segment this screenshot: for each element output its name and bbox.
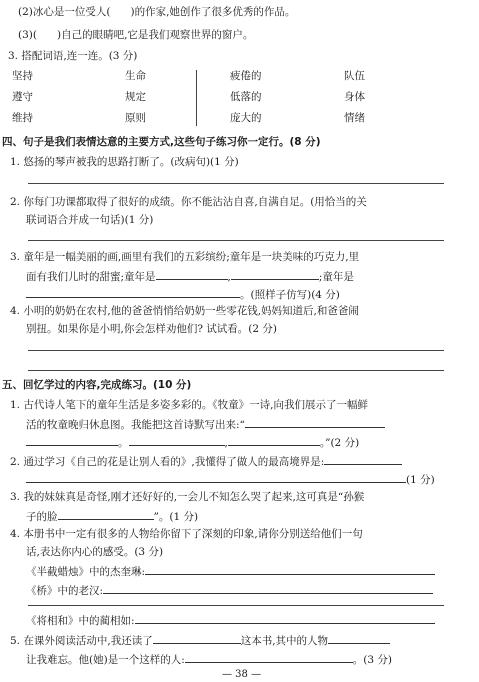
q2-text-b: )的作家,她创作了很多优秀的作品。 [130, 6, 296, 18]
answer-blank[interactable] [26, 471, 406, 483]
q3-text-a: (3)( [18, 29, 37, 41]
sec5-q2-line2 [26, 471, 435, 487]
match-word[interactable]: 生命 [125, 70, 146, 82]
page-number: — 38 — [222, 669, 262, 680]
sec4-q3-line3 [26, 286, 340, 302]
q5-text: 让我难忘。他(她)是一个这样的人: [26, 654, 185, 666]
answer-blank[interactable] [231, 268, 319, 280]
match-column-1 [12, 69, 33, 132]
answer-line[interactable] [28, 605, 444, 606]
sec4-q2-line1: 2. 你每门功课都取得了很好的成绩。你不能沾沾自喜,自满自足。(用恰当的关 [10, 196, 367, 208]
sec5-q4-line2: 话,表达你内心的感受。(3 分) [26, 546, 164, 558]
column-divider [196, 70, 197, 126]
answer-blank[interactable] [324, 453, 402, 465]
q2-text: 2. 通过学习《自己的花是让别人看的》,我懂得了做人的最高境界是: [10, 456, 325, 468]
q4-text: 《桥》中的老汉: [26, 585, 104, 597]
sec5-q4-jacqueline [26, 563, 435, 579]
match-word[interactable]: 原则 [125, 112, 146, 124]
q3-text-b: )自己的眼睛吧,它是我们观察世界的窗户。 [56, 29, 254, 41]
match-word[interactable]: 维持 [12, 112, 33, 124]
q5-text: 这本书,其中的人物 [240, 635, 329, 647]
sec4-q4-line2: 别扭。如果你是小明,你会怎样劝他们? 试试看。(2 分) [26, 323, 278, 335]
q4-text: 《将相和》中的蔺相如: [26, 615, 135, 627]
match-word[interactable]: 队伍 [344, 70, 365, 82]
sec4-q4-line1: 4. 小明的奶奶在农村,他的爸爸悄悄给奶奶一些零花钱,妈妈知道后,和爸爸闹 [10, 305, 359, 317]
q2-text: (1 分) [406, 474, 435, 486]
answer-blank[interactable] [26, 286, 240, 298]
q1-text: 。”(2 分) [319, 437, 360, 449]
q3-text: ;童年是 [318, 271, 354, 283]
answer-blank[interactable] [156, 268, 228, 280]
sec5-q1-line2 [26, 416, 385, 432]
sec4-q1: 1. 悠扬的琴声被我的思路打断了。(改病句)(1 分) [10, 156, 239, 168]
match-column-2 [125, 69, 146, 132]
section-5-title: 五、回忆学过的内容,完成练习。(10 分) [2, 379, 192, 391]
match-word[interactable]: 情绪 [344, 112, 365, 124]
match-word[interactable]: 身体 [344, 91, 365, 103]
sec4-q3-line1: 3. 童年是一幅美丽的画,画里有我们的五彩缤纷;童年是一块美味的巧克力,里 [10, 251, 360, 263]
answer-blank[interactable] [135, 612, 435, 624]
sec5-q2-line1 [10, 453, 402, 469]
sec5-q4-oldman [26, 582, 433, 598]
q3-text: 。(照样子仿写)(4 分) [240, 289, 340, 301]
match-column-4 [344, 69, 365, 132]
q1-text: 。 [118, 437, 129, 449]
sec4-q3-line2 [26, 268, 354, 284]
match-word[interactable]: 低落的 [230, 91, 262, 103]
answer-line[interactable] [28, 370, 444, 371]
section-4-title: 四、句子是我们表情达意的主要方式,这些句子练习你一定行。(8 分) [2, 136, 321, 148]
answer-line[interactable] [28, 183, 444, 184]
sec5-q5-line1 [10, 632, 390, 648]
answer-blank[interactable] [103, 582, 433, 594]
sec5-q1-line3 [26, 434, 359, 450]
match-word[interactable]: 遵守 [12, 91, 33, 103]
q5-text: 。(3 分) [352, 654, 392, 666]
q2-text-a: (2)冰心是一位受人( [18, 6, 111, 18]
sec4-q2-line2: 联词语合并成一句话)(1 分) [26, 214, 154, 226]
answer-blank[interactable] [185, 651, 353, 663]
answer-blank[interactable] [328, 632, 390, 644]
answer-blank[interactable] [58, 508, 154, 520]
answer-line[interactable] [28, 350, 444, 351]
sec5-q3-line2 [26, 508, 198, 524]
match-word[interactable]: 疲倦的 [230, 70, 262, 82]
q1-text: , [224, 437, 228, 449]
answer-blank[interactable] [26, 434, 118, 446]
match-word[interactable]: 庞大的 [230, 112, 262, 124]
q3-text: 面有我们儿时的甜蜜;童年是 [26, 271, 156, 283]
match-word[interactable]: 规定 [125, 91, 146, 103]
q4-text: 《半截蜡烛》中的杰奎琳: [26, 566, 146, 578]
sec5-q3-line1: 3. 我的妹妹真是奇怪,刚才还好好的,一会儿不知怎么哭了起来,这可真是“孙猴 [10, 491, 365, 503]
sec5-q1-line1: 1. 古代诗人笔下的童年生活是多姿多彩的。《牧童》一诗,向我们展示了一幅鲜 [10, 399, 368, 411]
match-column-3 [230, 69, 262, 132]
q3-text: 子的脸 [26, 511, 58, 523]
q3-text: , [227, 271, 231, 283]
answer-blank[interactable] [145, 563, 435, 575]
q3-text: ”。(1 分) [153, 511, 199, 523]
sec5-q4-line1: 4. 本册书中一定有很多的人物给你留下了深刻的印象,请你分别送给他们一句 [10, 528, 363, 540]
match-word[interactable]: 坚持 [12, 70, 33, 82]
q1-text: 活的牧童晚归休息图。我能把这首诗默写出来:“ [26, 419, 245, 431]
question-3-line [18, 28, 253, 42]
sec5-q5-line2 [26, 651, 392, 667]
answer-blank[interactable] [153, 632, 241, 644]
q5-text: 5. 在课外阅读活动中,我还读了 [10, 635, 153, 647]
answer-line[interactable] [28, 240, 444, 241]
answer-blank[interactable] [228, 434, 320, 446]
answer-blank[interactable] [245, 416, 385, 428]
sec5-q4-linxiangru [26, 612, 435, 628]
matching-title: 3. 搭配词语,连一连。(3 分) [8, 50, 138, 62]
question-2-line [18, 5, 295, 19]
answer-blank[interactable] [129, 434, 225, 446]
